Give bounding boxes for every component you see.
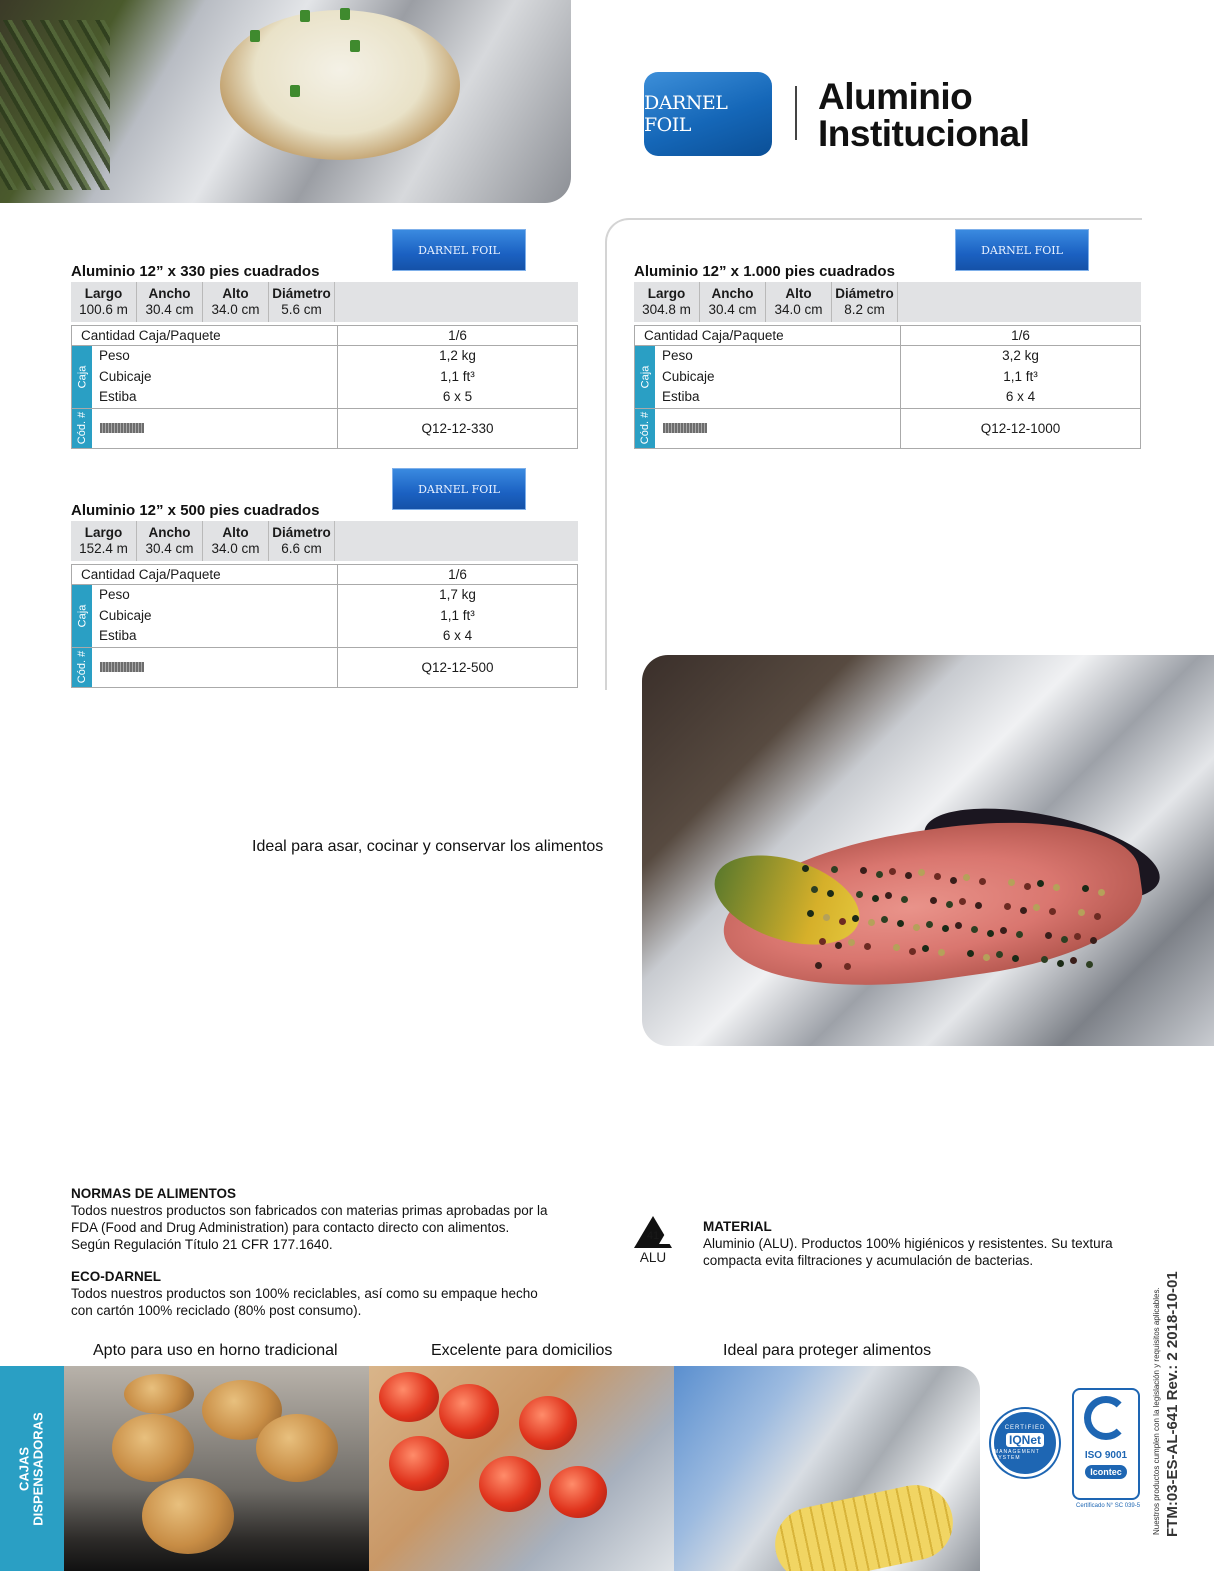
eco-section [71,1268,591,1319]
material-section [703,1218,1143,1269]
peppercorn [831,866,838,873]
product-spec-block [71,482,578,688]
chive [250,30,260,42]
bun [256,1414,338,1482]
peppercorn [893,944,900,951]
caption-delivery: Excelente para domicilios [431,1342,613,1359]
spec-value: 1,1 ft³ [1003,368,1038,384]
product-code: Q12-12-1000 [980,420,1061,436]
peppercorn [864,943,871,950]
code-side-label: Cód. # [72,409,92,448]
peppercorn [844,963,851,970]
quantity-row: Cantidad Caja/Paquete 1/6 [635,326,1140,346]
dimension-cell: Diámetro 6.6 cm [269,521,335,561]
peppercorn [918,869,925,876]
logo-text: DARNEL FOIL [644,92,728,136]
peppercorn [1090,937,1097,944]
caption-oven: Apto para uso en horno tradicional [93,1342,338,1359]
barcode-icon [100,662,144,672]
page-title: Aluminio Institucional [818,76,1030,154]
fruit [389,1436,449,1491]
peppercorn [963,874,970,881]
peppercorn [827,890,834,897]
spec-label: Estiba [99,628,137,643]
peppercorn [889,868,896,875]
peppercorn [1024,883,1031,890]
peppercorn [1078,909,1085,916]
peppercorn [1098,889,1105,896]
peppercorn [823,914,830,921]
iqnet-certification-badge: CERTIFIED IQNet MANAGEMENT SYSTEM [991,1409,1059,1477]
peppercorn [950,877,957,884]
dimension-cell: Largo 100.6 m [71,282,137,322]
icontec-iso-badge: ISO 9001 Icontec [1072,1388,1140,1500]
normas-section [71,1185,591,1253]
spec-value: 6 x 4 [1005,389,1036,404]
spec-label: Cubicaje [99,368,152,384]
bun [124,1374,194,1414]
bun [112,1414,194,1482]
spec-label: Cubicaje [662,368,715,384]
corn-cob [768,1478,960,1571]
spec-label: Peso [662,348,693,363]
fruit [439,1384,499,1439]
spec-value: 1,2 kg [439,348,476,363]
peppercorn [946,901,953,908]
peppercorn [959,898,966,905]
fruit [479,1456,541,1512]
darnel-foil-logo [644,72,772,156]
salmon-photo [642,655,1214,1046]
spec-value: 6 x 4 [442,628,473,643]
certificate-number: Certificado N° SC 039-5 [1076,1503,1141,1509]
product-title: Aluminio 12” x 1.000 pies cuadrados [634,263,895,280]
peppercorn [835,942,842,949]
peppercorn [860,867,867,874]
category-tab: CAJAS DISPENSADORAS [0,1366,64,1571]
peppercorn [905,872,912,879]
peppercorn [897,920,904,927]
spec-table [71,325,578,449]
spec-value: 1,1 ft³ [440,368,475,384]
dimension-cell: Largo 152.4 m [71,521,137,561]
spec-value: 1,1 ft³ [440,607,475,623]
quantity-row: Cantidad Caja/Paquete 1/6 [72,326,577,346]
peppercorn [1045,932,1052,939]
peppercorn [885,892,892,899]
peppercorn [1086,961,1093,968]
header-divider [795,86,797,140]
peppercorn [1094,913,1101,920]
peppercorn [839,918,846,925]
peppercorn [909,948,916,955]
peppercorn [1000,927,1007,934]
caja-group [635,346,1140,409]
peppercorn [1061,936,1068,943]
icontec-icon [1084,1396,1128,1440]
peppercorn [926,921,933,928]
recycle-label: ALU [639,1250,667,1265]
peppercorn [1004,903,1011,910]
peppercorn [802,865,809,872]
eco-line: Todos nuestros productos son 100% reciclables, así como su empaque hecho [71,1286,538,1301]
peppercorn [955,922,962,929]
product-box-image: DARNEL FOIL [392,229,526,271]
product-spec-block [634,243,1141,449]
peppercorn [1053,884,1060,891]
peppercorn [1074,933,1081,940]
code-row [72,409,577,448]
peppercorn [971,926,978,933]
spec-label: Peso [99,348,130,363]
product-title: Aluminio 12” x 500 pies cuadrados [71,502,320,519]
dimension-cell: Alto 34.0 cm [203,282,269,322]
peppercorn [1049,908,1056,915]
peppercorn [1016,931,1023,938]
caja-side-label: Caja [635,346,655,408]
peppercorn [811,886,818,893]
code-row [72,648,577,687]
peppercorn [815,962,822,969]
rosemary-decor [0,20,110,190]
caja-side-label: Caja [72,585,92,647]
corn-foil-photo [674,1366,980,1571]
chive [350,40,360,52]
peppercorn [1033,904,1040,911]
peppercorn [1057,960,1064,967]
spec-label: Peso [99,587,130,602]
spec-label: Estiba [662,389,700,404]
fruit [549,1466,607,1518]
oven-photo [64,1366,369,1571]
spec-value: 1,7 kg [439,587,476,602]
fruit-tart-photo [369,1366,674,1571]
slogan: Ideal para asar, cocinar y conservar los alimentos [252,838,604,855]
code-side-label: Cód. # [72,648,92,687]
peppercorn [1008,879,1015,886]
legal-note: Nuestros productos cumplen con la legislación y requisitos aplicables. [1152,1287,1161,1535]
fruit [519,1396,577,1450]
dimension-cell: Ancho 30.4 cm [137,282,203,322]
peppercorn [876,871,883,878]
dimension-cell: Diámetro 8.2 cm [832,282,898,322]
material-line: compacta evita filtraciones y acumulación de bacterias. [703,1253,1034,1268]
barcode-icon [100,423,144,433]
peppercorn [1041,956,1048,963]
caja-group [72,585,577,648]
spec-value: 3,2 kg [1002,348,1039,363]
peppercorn [819,938,826,945]
caption-protect: Ideal para proteger alimentos [723,1342,932,1359]
product-title: Aluminio 12” x 330 pies cuadrados [71,263,320,280]
material-heading: MATERIAL [703,1219,772,1234]
dimension-cell: Ancho 30.4 cm [700,282,766,322]
chive [290,85,300,97]
peppercorn [872,895,879,902]
baked-potato-photo [0,0,571,203]
product-box-image: DARNEL FOIL [392,468,526,510]
peppercorn [934,873,941,880]
recycle-number: 41 [646,1230,660,1242]
code-row [635,409,1140,448]
peppercorn [1082,885,1089,892]
peppercorn [922,945,929,952]
peppercorn [881,916,888,923]
peppercorn [942,925,949,932]
peppercorn [868,919,875,926]
peppercorn [856,891,863,898]
peppercorn [996,951,1003,958]
chive [300,10,310,22]
bun [142,1478,234,1554]
caja-side-label: Caja [72,346,92,408]
code-side-label: Cód. # [635,409,655,448]
peppercorn [967,950,974,957]
normas-line: Según Regulación Título 21 CFR 177.1640. [71,1237,333,1252]
spec-label: Cubicaje [99,607,152,623]
quantity-row: Cantidad Caja/Paquete 1/6 [72,565,577,585]
eco-heading: ECO-DARNEL [71,1269,161,1284]
peppercorn [848,939,855,946]
chive [340,8,350,20]
dimension-cell: Alto 34.0 cm [766,282,832,322]
spec-value: 6 x 5 [442,389,473,404]
peppercorn [987,930,994,937]
dimension-cell: Diámetro 5.6 cm [269,282,335,322]
normas-line: Todos nuestros productos son fabricados con materias primas aprobadas por la [71,1203,548,1218]
spec-label: Estiba [99,389,137,404]
product-spec-block [71,243,578,449]
peppercorn [1070,957,1077,964]
material-line: Aluminio (ALU). Productos 100% higiénicos y resistentes. Su textura [703,1236,1113,1251]
peppercorn [983,954,990,961]
peppercorn [938,949,945,956]
dimensions-row [634,282,1141,322]
barcode-icon [663,423,707,433]
product-code: Q12-12-500 [421,659,494,675]
dimension-cell: Alto 34.0 cm [203,521,269,561]
spec-table [71,564,578,688]
product-code: Q12-12-330 [421,420,494,436]
peppercorn [1037,880,1044,887]
peppercorn [852,915,859,922]
dimensions-row [71,282,578,322]
peppercorn [807,910,814,917]
peppercorn [979,878,986,885]
normas-line: FDA (Food and Drug Administration) para contacto directo con alimentos. [71,1220,510,1235]
peppercorn [913,924,920,931]
dimension-cell: Largo 304.8 m [634,282,700,322]
document-code: FTM:03-ES-AL-641 Rev.: 2 2018-10-01 [1164,1271,1181,1537]
peppercorn [1012,955,1019,962]
dimensions-row [71,521,578,561]
peppercorn [901,896,908,903]
recycle-symbol [632,1216,674,1272]
peppercorn [930,897,937,904]
dimension-cell: Ancho 30.4 cm [137,521,203,561]
peppercorn [975,902,982,909]
product-box-image: DARNEL FOIL [955,229,1089,271]
spec-table [634,325,1141,449]
fruit [379,1372,439,1422]
eco-line: con cartón 100% reciclado (80% post consumo). [71,1303,362,1318]
peppercorn [1020,907,1027,914]
caja-group [72,346,577,409]
normas-heading: NORMAS DE ALIMENTOS [71,1186,237,1201]
